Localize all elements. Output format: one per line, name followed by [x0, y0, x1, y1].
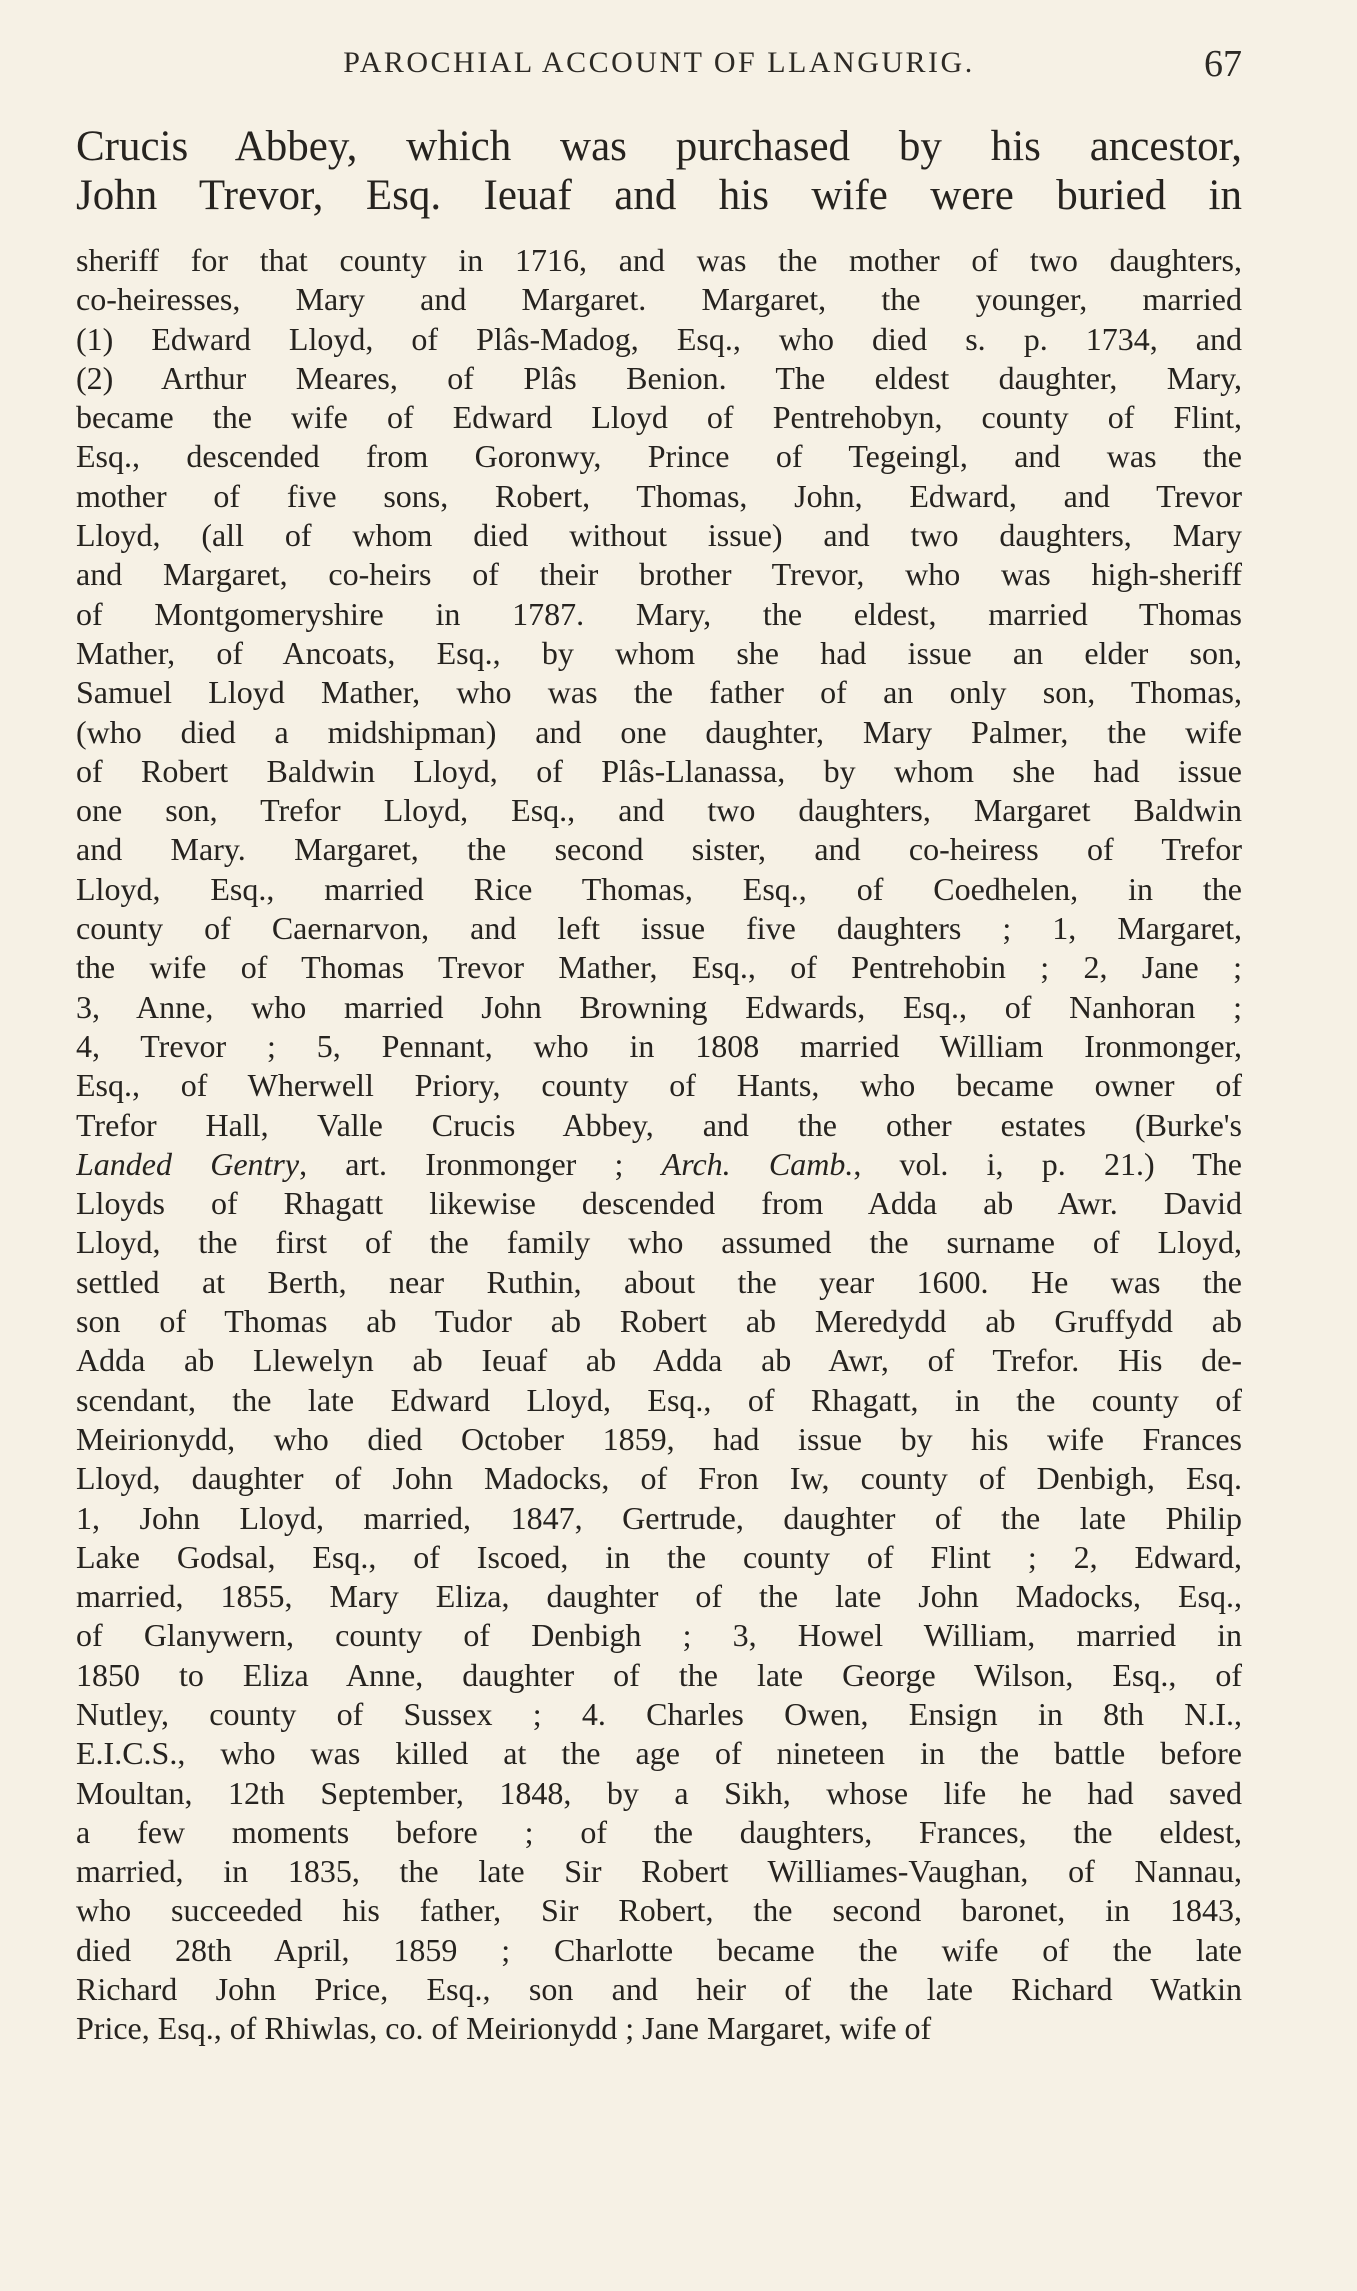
text-line: and Mary. Margaret, the second sister, and co-heiress of Trefor — [76, 831, 1242, 868]
text-line: a few moments before ; of the daughters, Frances, the eldest, — [76, 1813, 1242, 1850]
text-line: married, 1855, Mary Eliza, daughter of the late John Madocks, Esq., — [76, 1578, 1242, 1615]
text-line: of Robert Baldwin Lloyd, of Plâs-Llanassa, by whom she had issue — [76, 752, 1242, 789]
text-line: of Montgomeryshire in 1787. Mary, the eldest, married Thomas — [76, 595, 1242, 632]
running-title: PAROCHIAL ACCOUNT OF LLANGURIG. — [343, 46, 975, 79]
text-line: Lloyd, the first of the family who assumed the surname of Lloyd, — [76, 1224, 1242, 1261]
text-line: mother of five sons, Robert, Thomas, John, Edward, and Trevor — [76, 477, 1242, 514]
text-line: Esq., descended from Goronwy, Prince of Tegeingl, and was the — [76, 438, 1242, 475]
text-line: Lloyd, (all of whom died without issue) and two daughters, Mary — [76, 517, 1242, 554]
text-line: Meirionydd, who died October 1859, had issue by his wife Frances — [76, 1420, 1242, 1457]
text-line: John Trevor, Esq. Ieuaf and his wife were buried in — [76, 172, 1242, 219]
text-line: Samuel Lloyd Mather, who was the father of an only son, Thomas, — [76, 674, 1242, 711]
citation-landed-gentry: Landed Gentry — [76, 1145, 300, 1182]
text-line: Price, Esq., of Rhiwlas, co. of Meirionydd ; Jane Margaret, wife of — [76, 2010, 932, 2047]
text-line: Esq., of Wherwell Priory, county of Hants, who became owner of — [76, 1067, 1242, 1104]
text-line: Lloyd, Esq., married Rice Thomas, Esq., of Coedhelen, in the — [76, 870, 1242, 907]
text-line: Lloyd, daughter of John Madocks, of Fron Iw, county of Denbigh, Esq. — [76, 1460, 1242, 1497]
text-line: one son, Trefor Lloyd, Esq., and two daughters, Margaret Baldwin — [76, 792, 1242, 829]
text-line: Moultan, 12th September, 1848, by a Sikh, whose life he had saved — [76, 1774, 1242, 1811]
citation-text: , vol. i, p. 21.) The — [853, 1145, 1242, 1182]
text-line: married, in 1835, the late Sir Robert Williames-Vaughan, of Nannau, — [76, 1853, 1242, 1890]
text-line: the wife of Thomas Trevor Mather, Esq., of Pentrehobin ; 2, Jane ; — [76, 949, 1242, 986]
running-head — [76, 43, 1242, 86]
footnote-text — [76, 241, 1242, 2049]
page-number: 67 — [1204, 43, 1242, 85]
text-line: Richard John Price, Esq., son and heir of the late Richard Watkin — [76, 1971, 1242, 2008]
text-line: 3, Anne, who married John Browning Edwards, Esq., of Nanhoran ; — [76, 988, 1242, 1025]
text-line: and Margaret, co-heirs of their brother Trevor, who was high-sheriff — [76, 556, 1242, 593]
text-line: (2) Arthur Meares, of Plâs Benion. The eldest daughter, Mary, — [76, 359, 1242, 396]
text-line: Trefor Hall, Valle Crucis Abbey, and the other estates (Burke's — [76, 1106, 1242, 1143]
text-line: 1, John Lloyd, married, 1847, Gertrude, daughter of the late Philip — [76, 1499, 1242, 1536]
text-line: co-heiresses, Mary and Margaret. Margaret, the younger, married — [76, 281, 1242, 318]
text-line: Mather, of Ancoats, Esq., by whom she had issue an elder son, — [76, 634, 1242, 671]
text-line: 1850 to Eliza Anne, daughter of the late George Wilson, Esq., of — [76, 1656, 1242, 1693]
text-line: of Glanywern, county of Denbigh ; 3, Howel William, married in — [76, 1617, 1242, 1654]
text-line: county of Caernarvon, and left issue five daughters ; 1, Margaret, — [76, 910, 1242, 947]
text-line: Adda ab Llewelyn ab Ieuaf ab Adda ab Awr, of Trefor. His de- — [76, 1342, 1242, 1379]
text-line: died 28th April, 1859 ; Charlotte became the wife of the late — [76, 1931, 1242, 1968]
text-line: Crucis Abbey, which was purchased by his ancestor, — [76, 123, 1242, 170]
text-line: (who died a midshipman) and one daughter, Mary Palmer, the wife — [76, 713, 1242, 750]
text-line-with-citation — [76, 1145, 1242, 1184]
text-line: E.I.C.S., who was killed at the age of nineteen in the battle before — [76, 1735, 1242, 1772]
text-line: Lloyds of Rhagatt likewise descended from Adda ab Awr. David — [76, 1185, 1242, 1222]
text-line: settled at Berth, near Ruthin, about the year 1600. He was the — [76, 1263, 1242, 1300]
main-text-fragment — [76, 122, 1242, 220]
citation-arch-camb: Arch. Camb. — [661, 1145, 854, 1182]
text-line: Nutley, county of Sussex ; 4. Charles Owen, Ensign in 8th N.I., — [76, 1695, 1242, 1732]
text-line: (1) Edward Lloyd, of Plâs-Madog, Esq., who died s. p. 1734, and — [76, 320, 1242, 357]
text-line: scendant, the late Edward Lloyd, Esq., of Rhagatt, in the county of — [76, 1381, 1242, 1418]
text-line: Lake Godsal, Esq., of Iscoed, in the county of Flint ; 2, Edward, — [76, 1538, 1242, 1575]
text-line: became the wife of Edward Lloyd of Pentrehobyn, county of Flint, — [76, 399, 1242, 436]
citation-text: , art. Ironmonger ; — [299, 1145, 662, 1182]
text-line: who succeeded his father, Sir Robert, the second baronet, in 1843, — [76, 1892, 1242, 1929]
text-line: 4, Trevor ; 5, Pennant, who in 1808 married William Ironmonger, — [76, 1027, 1242, 1064]
text-line: son of Thomas ab Tudor ab Robert ab Meredydd ab Gruffydd ab — [76, 1303, 1242, 1340]
text-line: sheriff for that county in 1716, and was the mother of two daughters, — [76, 242, 1242, 278]
